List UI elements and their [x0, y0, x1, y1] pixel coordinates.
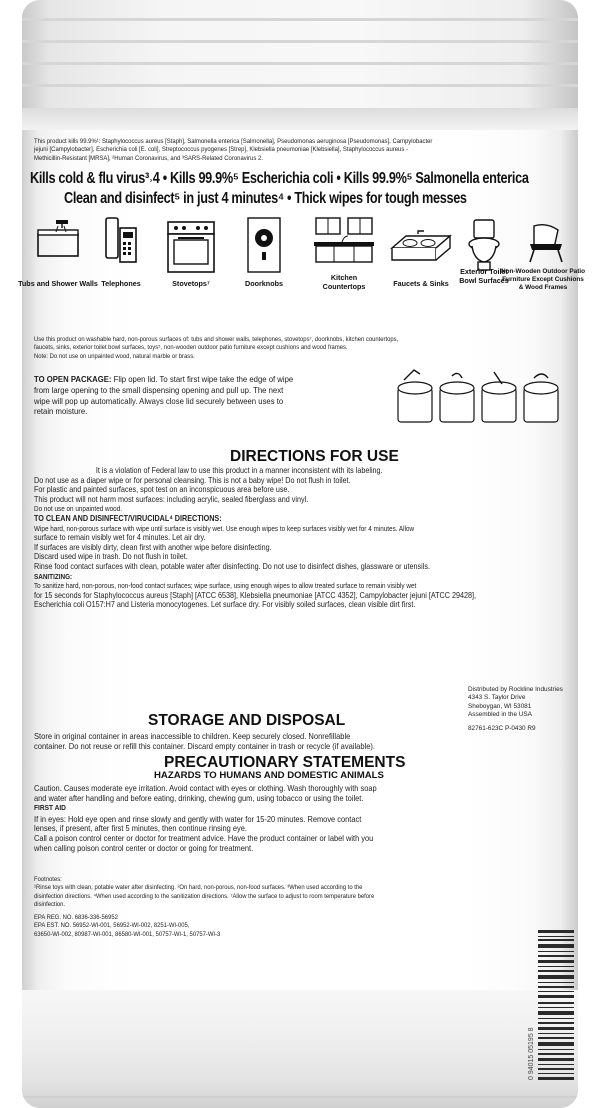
open-package-text: TO OPEN PACKAGE: Flip open lid. To start first wipe take the edge of wipe from large opening to the small dispensing opening and pull up. The next wipe will pop up automatically. Always close lid securely between uses to retain moisture. — [34, 374, 294, 417]
surface-label: Faucets & Sinks — [393, 279, 449, 288]
surface-label: Exterior Toilet Bowl Surfaces — [459, 267, 509, 285]
footnotes: Footnotes: ¹Rinse toys with clean, potable water after disinfecting. ²On hard, non-porous, non-food surfaces. ³When used according to the disinfection directions. ⁴When used according to the sanitization directions. ⁷Allow the surface to adjust to room temperature before disinfection. — [34, 876, 375, 908]
claims-intro — [34, 138, 432, 163]
directions-title: DIRECTIONS FOR USE — [230, 448, 399, 465]
stovetop-icon — [164, 218, 218, 274]
barcode — [538, 930, 574, 1080]
shower-icon — [34, 216, 82, 264]
storage-title: STORAGE AND DISPOSAL — [148, 712, 346, 729]
use-line: Note: Do not use on unpainted wood, natural marble or brass. — [34, 352, 195, 360]
claims-line: This product kills 99.9%¹: Staphylococcus aureus [Staph], Salmonella enterica [Salmonella], Pseudomonas aeruginosa [Pseudomonas], Campylobacter — [34, 138, 433, 145]
faucet-icon — [390, 230, 452, 270]
surface-label: Telephones — [101, 279, 141, 288]
surface-label: Non-Wooden Outdoor Patio Furniture Except Cushions & Wood Frames — [500, 268, 585, 291]
open-package-label: TO OPEN PACKAGE: — [34, 374, 112, 384]
claims-line: jejuni [Campylobacter], Escherichia coli [E. coli], Streptococcus pyogenes [Strep], Klebsiella pneumoniae [Klebsiella], Staphylococcus aureus - — [34, 146, 408, 154]
hazards-subtitle: HAZARDS TO HUMANS AND DOMESTIC ANIMALS — [154, 770, 384, 781]
epa-registration: EPA REG. NO. 6836-336-56952 EPA EST. NO. 56952-WI-001, 56952-WI-002, 8251-WI-005, 63650-WI-002, 80987-WI-001, 86580-WI-001, 50757-WI-1, 50757-WI-3 — [34, 914, 221, 938]
headline-kills: Kills cold & flu virus³˒4 • Kills 99.9%⁵ Escherichia coli • Kills 99.9%⁵ Salmonella enterica — [30, 170, 529, 187]
surface-label: Kitchen Countertops — [322, 273, 366, 291]
surface-label: Doorknobs — [245, 279, 283, 288]
precautionary-text: Caution. Causes moderate eye irritation. Avoid contact with eyes or clothing. Wash thoroughly with soap and water after handling and before eating, drinking, chewing gum, using tobacco or using the toilet. FIRST AID If in eyes: Hold eye open and rinse slowly and gently with water for 15-20 minutes. Remove contact lenses, if present, after first 5 minutes, then continue rinsing eye. Call a poison control center or doctor for treatment advice. Have the product container or label with you when calling poison control center or doctor or going for treatment. — [34, 783, 377, 853]
canister-lid — [22, 0, 578, 128]
use-line: Use this product on washable hard, non-porous surfaces of: tubs and shower walls, telephones, stovetops⁷, doorknobs, kitchen countertops, — [34, 336, 399, 343]
distributor-info: Distributed by Rockline Industries 4343 S. Taylor Drive Sheboygan, WI 53081 Assembled in the USA 82761-623C P-0430 R9 — [468, 686, 563, 733]
patio-chair-icon — [524, 220, 568, 264]
countertop-icon — [312, 216, 376, 264]
headline-clean: Clean and disinfect⁵ in just 4 minutes⁴ • Thick wipes for tough messes — [64, 190, 467, 207]
doorknob-icon — [244, 216, 284, 274]
storage-text: Store in original container in areas inaccessible to children. Keep securely closed. Nonrefillable container. Do not reuse or refill this container. Discard empty container in trash or recycle (if available). — [34, 731, 376, 751]
canister-bottom — [22, 990, 578, 1108]
use-line: faucets, sinks, exterior toilet bowl surfaces, toys⁵, non-wooden outdoor patio furniture except cushions and wood frames. — [34, 344, 348, 352]
directions-text: It is a violation of Federal law to use this product in a manner inconsistent with its labeling. Do not use as a diaper wipe or for personal cleansing. This is not a baby wipe! Do not flush in toilet. For plastic and painted surfaces, spot test on an inconspicuous area before use. This product will not harm most surfaces: including acrylic, sealed fiberglass and vinyl. Do not use on unpainted wood. TO CLEAN AND DISINFECT/VIRUCIDAL⁴ DIRECTIONS: Wipe hard, non-porous surface with wipe until surface is visibly wet. Use enough wipes to keep surfaces visibly wet for 4 minutes. Allow surface to remain visibly wet for 4 minutes. Let air dry. If surfaces are visibly dirty, clean first with another wipe before disinfecting. Discard used wipe in trash. Do not flush in toilet. Rinse food contact surfaces with clean, potable water after disinfecting. Do not use to disinfect dishes, glassware or utensils. SANITIZING: To sanitize hard, non-porous, non-food contact surfaces; wipe surface, using enough wipes to allow treated surface to remain visibly wet for 15 seconds for Staphylococcus aureus [Staph] [ATCC 6538], Klebsiella pneumoniae [ATCC 4352], Campylobacter jejuni [ATCC 29428], Escherichia coli O157:H7 and Listeria monocytogenes. Let surface dry. For visibly soiled surfaces, clean visible dirt first. — [34, 465, 476, 610]
telephone-icon — [100, 214, 140, 274]
claims-line: Methicillin-Resistant [MRSA], ²Human Coronavirus, and ³SARS-Related Coronavirus 2. — [34, 154, 263, 162]
surface-label: Tubs and Shower Walls — [18, 279, 98, 288]
use-instructions — [34, 336, 398, 361]
toilet-icon — [466, 218, 502, 274]
barcode-number: 0 94015 05195 8 — [528, 1027, 535, 1080]
surface-label: Stovetops⁷ — [172, 279, 210, 288]
open-package-illustration — [394, 368, 564, 424]
precautionary-title: PRECAUTIONARY STATEMENTS — [164, 754, 406, 771]
